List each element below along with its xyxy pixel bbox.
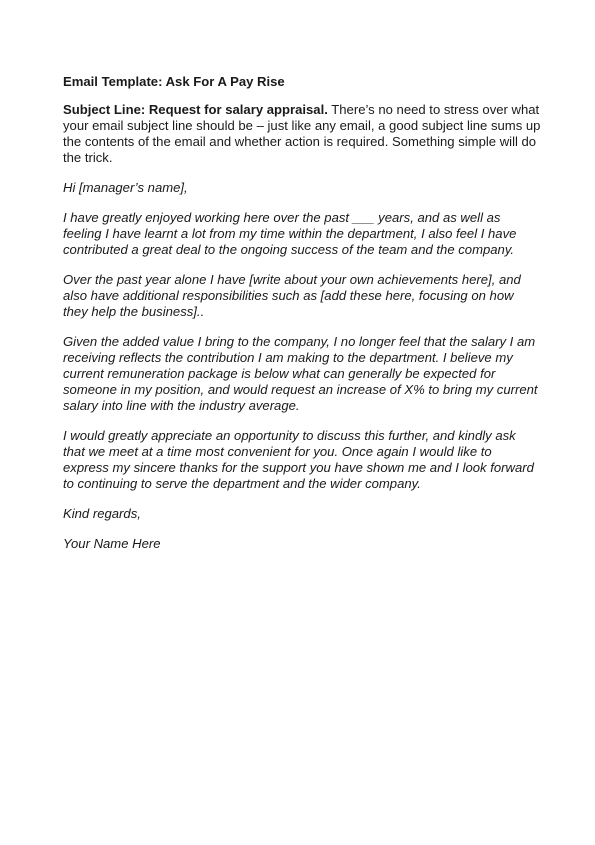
email-paragraph-1: I have greatly enjoyed working here over the past ___ years, and as well as feeling I have learnt a lot from my time within the department, I also feel I have contributed a great deal to the ongoing success of the team and the company. [63,210,517,257]
email-signoff: Kind regards, [63,506,141,521]
email-greeting: Hi [manager’s name], [63,180,188,195]
email-paragraph-4: I would greatly appreciate an opportunity to discuss this further, and kindly ask that we meet at a time most convenient for you. Once again I would like to express my sincere thanks for the support you have shown me and I look forward to continuing to serve the department and the wider company. [63,428,534,491]
document-title: Email Template: Ask For A Pay Rise [63,74,285,89]
subject-line-label: Subject Line: Request for salary appraisal. [63,102,328,117]
subject-line-text: There’s no need to stress over what your email subject line should be – just like any email, a good subject line sums up the contents of the email and whether action is required. Something simple will do the trick. [63,102,541,165]
subject-paragraph [63,102,541,166]
email-paragraph-2: Over the past year alone I have [write about your own achievements here], and also have additional responsibilities such as [add these here, focusing on how they help the business].. [63,272,521,319]
email-paragraph-3: Given the added value I bring to the company, I no longer feel that the salary I am receiving reflects the contribution I am making to the department. I believe my current remuneration package is below what can generally be expected for someone in my position, and would request an increase of X% to bring my current salary into line with the industry average. [63,334,538,413]
document-page [63,74,541,566]
email-signature: Your Name Here [63,536,161,551]
